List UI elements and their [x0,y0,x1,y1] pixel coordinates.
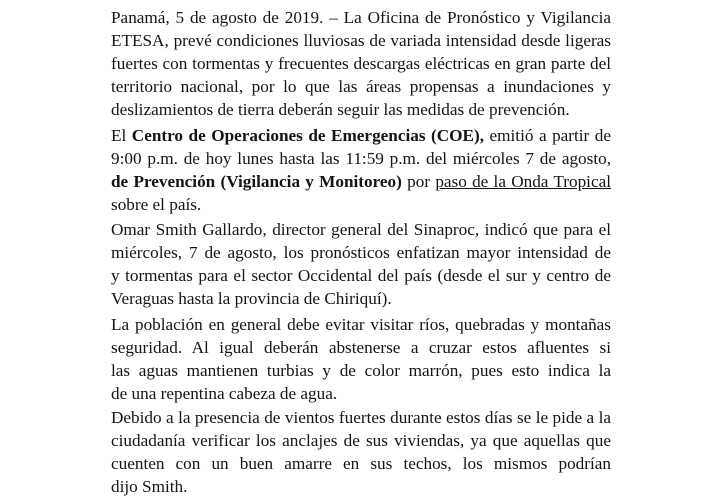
text-span: El [111,126,132,145]
text-line: Omar Smith Gallardo, director general del Sinaproc, indicó que para el [111,220,611,239]
text-span: 9:00 p.m. de hoy lunes hasta las 11:59 p.m. del miércoles 7 de agosto, [111,149,611,168]
paragraph-sinaproc-statement [111,218,611,310]
text-span: – La Oficina de Pronóstico y Vigilancia [329,8,611,27]
text-line: cuenten con un buen amarre en sus techos, los mismos podrían [111,454,611,473]
bold-alert-label: de Prevención (Vigilancia y Monitoreo) [111,172,402,191]
text-line: ciudadanía verificar los anclajes de sus viviendas, ya que aquellas que [111,431,611,450]
text-line: Veraguas hasta la provincia de Chiriquí). [111,289,392,308]
paragraph-coe-alert [111,124,611,216]
text-line: dijo Smith. [111,477,188,496]
bold-org-name: Centro de Operaciones de Emergencias (COE), [131,126,485,145]
text-line: territorio nacional, por lo que las áreas propensas a inundaciones y [111,77,611,96]
text-span: por [401,172,436,191]
text-line: seguridad. Al igual deberán abstenerse a cruzar estos afluentes si [111,338,611,357]
text-line [111,6,611,29]
text-line: Debido a la presencia de vientos fuertes durante estos días se le pide a la [111,408,611,427]
paragraph-forecast-intro [111,6,611,121]
text-span: emitió a partir de [489,126,611,145]
paragraph-wind-warning [111,406,611,498]
text-line: fuertes con tormentas y frecuentes descargas eléctricas en gran parte del [111,54,611,73]
text-line [111,170,611,193]
dateline: Panamá, 5 de agosto de 2019. [111,8,330,27]
text-line: ETESA, prevé condiciones lluviosas de variada intensidad desde ligeras [111,31,611,50]
text-line: de una repentina cabeza de agua. [111,384,338,403]
text-line: las aguas mantienen turbias y de color marrón, pues esto indica la [111,361,611,380]
text-line: sobre el país. [111,195,202,214]
paragraph-river-warning [111,313,611,405]
text-line [111,124,611,147]
text-line: y tormentas para el sector Occidental del país (desde el sur y centro de [111,266,611,285]
text-line: deslizamientos de tierra deberán seguir las medidas de prevención. [111,100,570,119]
underlined-wave-reference: paso de la Onda Tropical [435,172,611,191]
text-line [111,147,611,170]
text-line: miércoles, 7 de agosto, los pronósticos enfatizan mayor intensidad de [111,243,611,262]
text-line: La población en general debe evitar visitar ríos, quebradas y montañas [111,315,611,334]
